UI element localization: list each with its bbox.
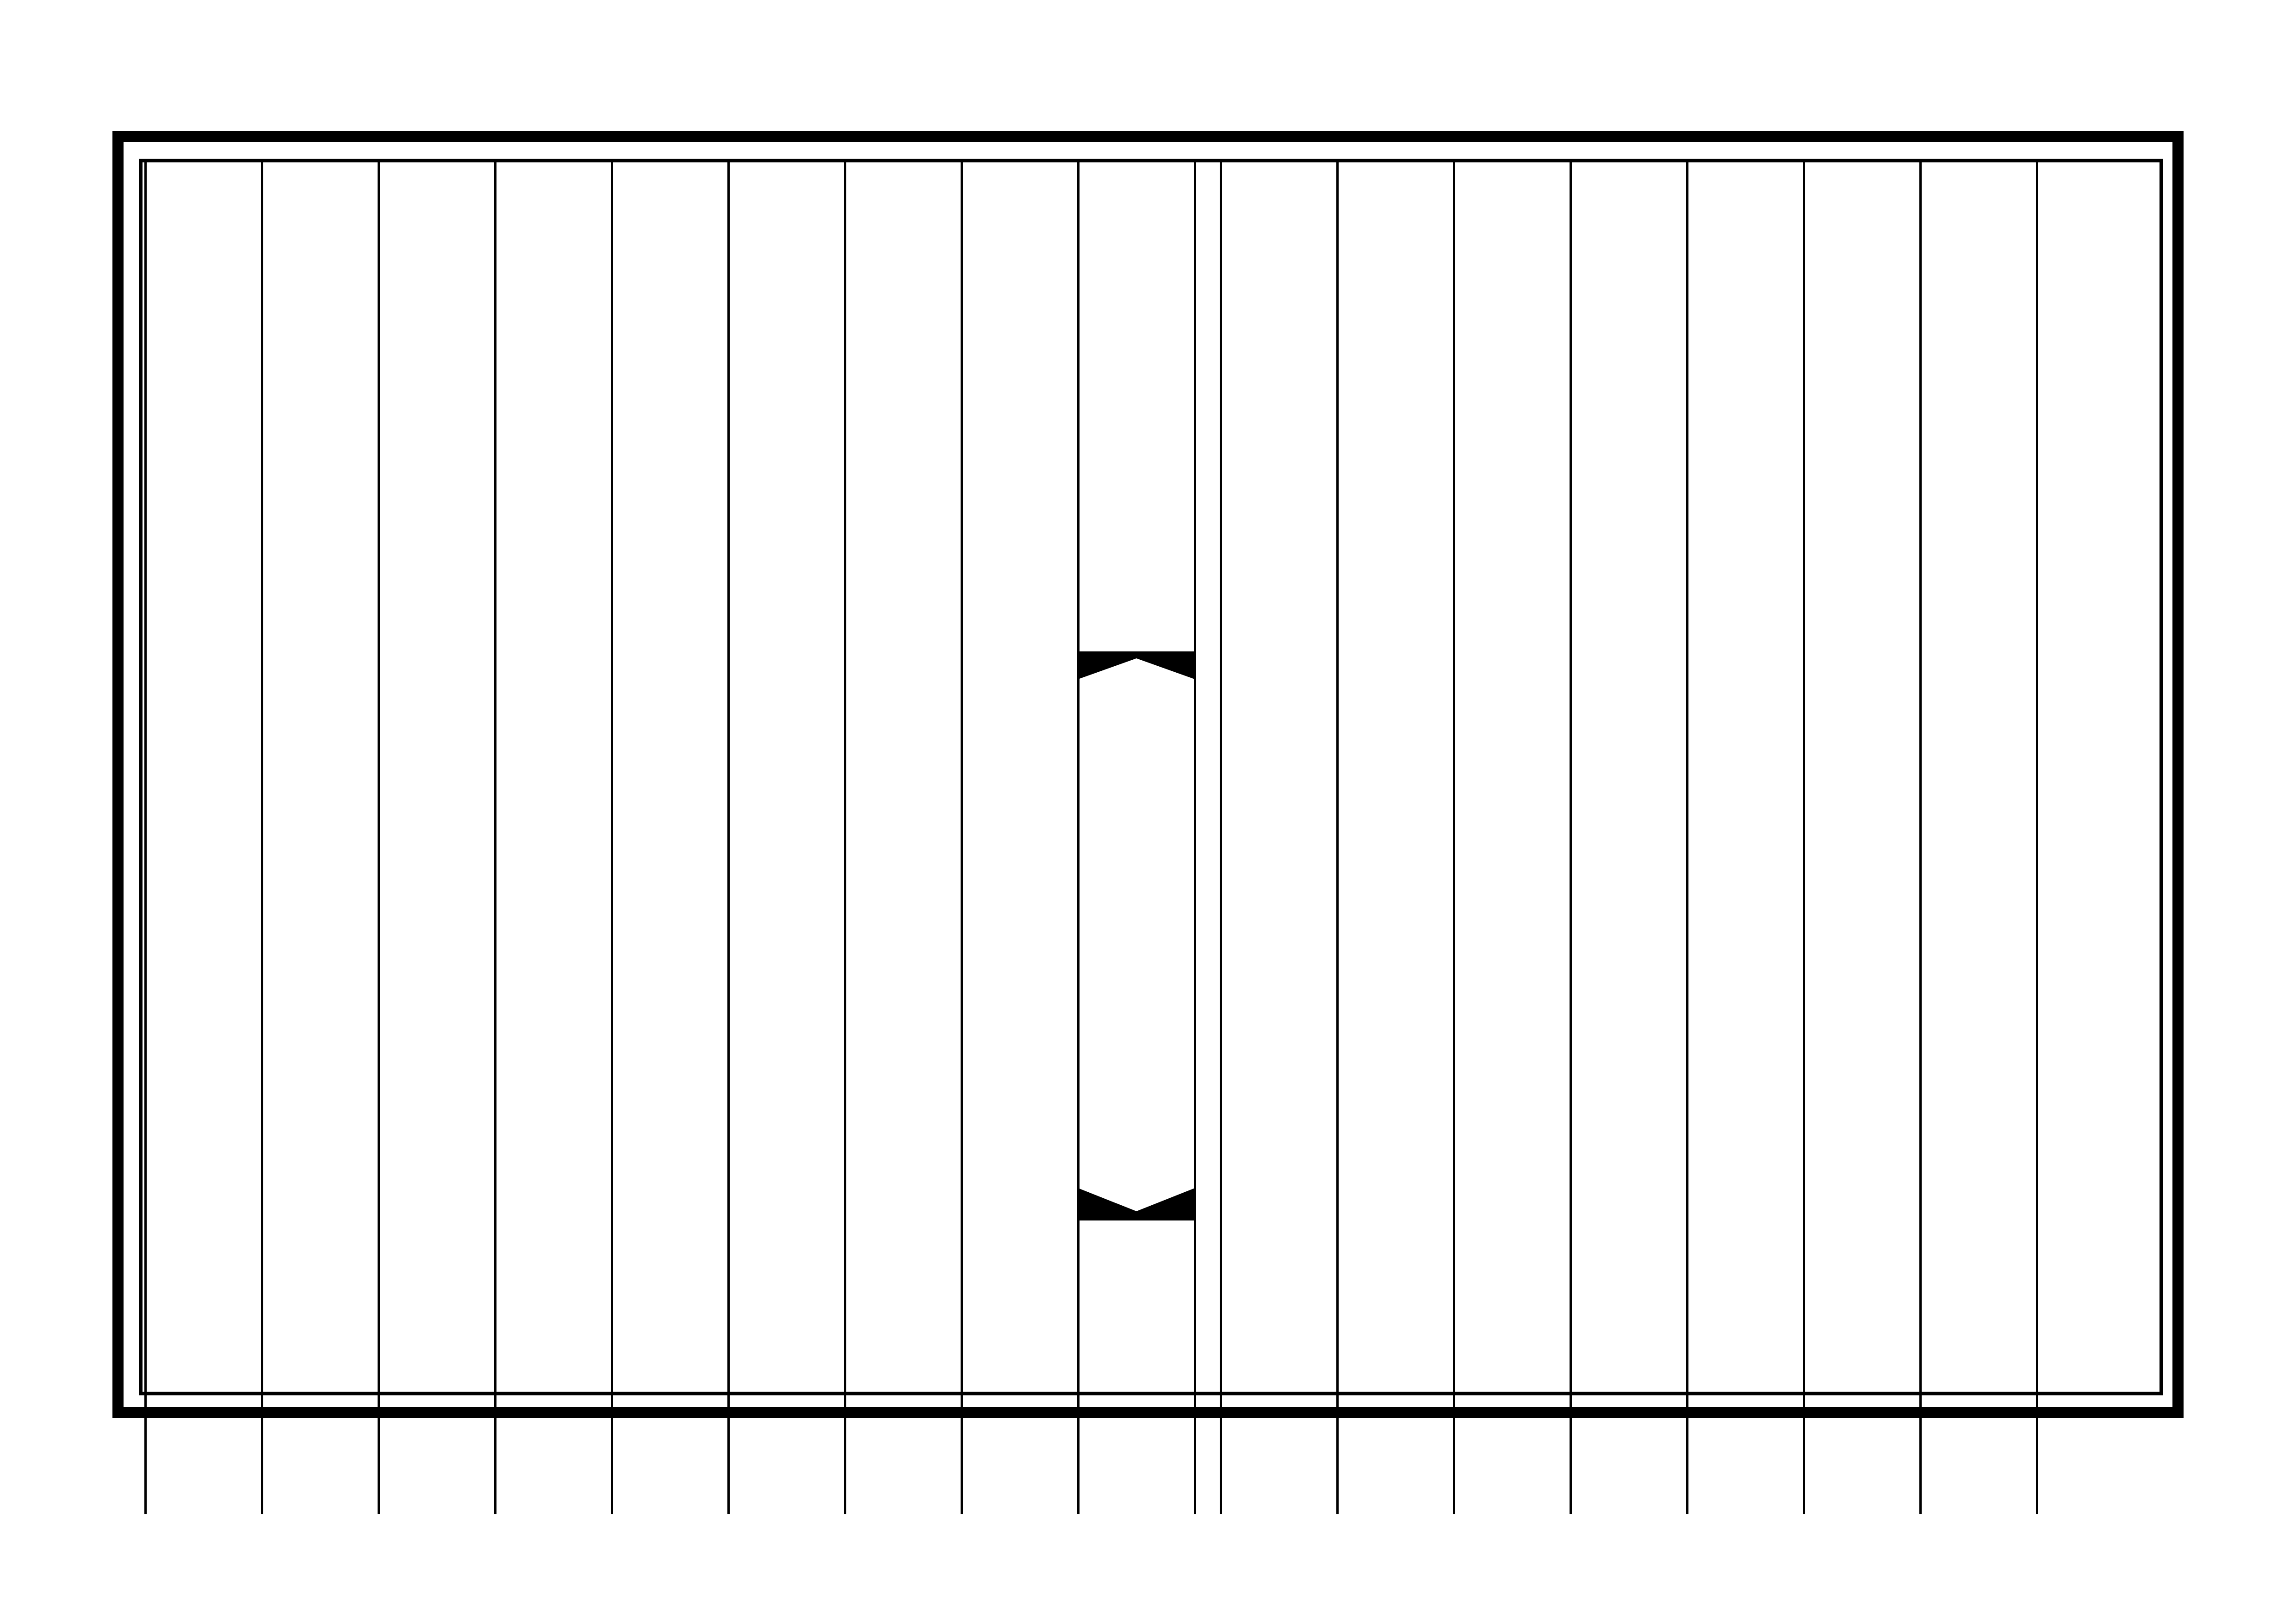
column-divider: [378, 161, 380, 1514]
column-divider: [261, 161, 263, 1514]
column-divider: [1803, 161, 1805, 1514]
center-spine: [1078, 161, 1195, 1514]
column-divider: [1570, 161, 1572, 1514]
column-divider: [611, 161, 613, 1514]
column-divider: [1453, 161, 1455, 1514]
column-divider: [844, 161, 846, 1514]
column-divider: [1336, 161, 1339, 1514]
column-divider: [1686, 161, 1688, 1514]
column-divider: [494, 161, 496, 1514]
column-divider: [2036, 161, 2038, 1514]
column-divider: [727, 161, 730, 1514]
column-divider: [961, 161, 963, 1514]
main-title: [1078, 166, 1195, 656]
volume-info: [1078, 674, 1195, 1183]
column-divider: [1919, 161, 1922, 1514]
column-divider: [1220, 161, 1222, 1514]
column-divider: [144, 161, 147, 1514]
spine-arrow-bottom: [1078, 1188, 1195, 1220]
hall-name: [1078, 1220, 1195, 1544]
